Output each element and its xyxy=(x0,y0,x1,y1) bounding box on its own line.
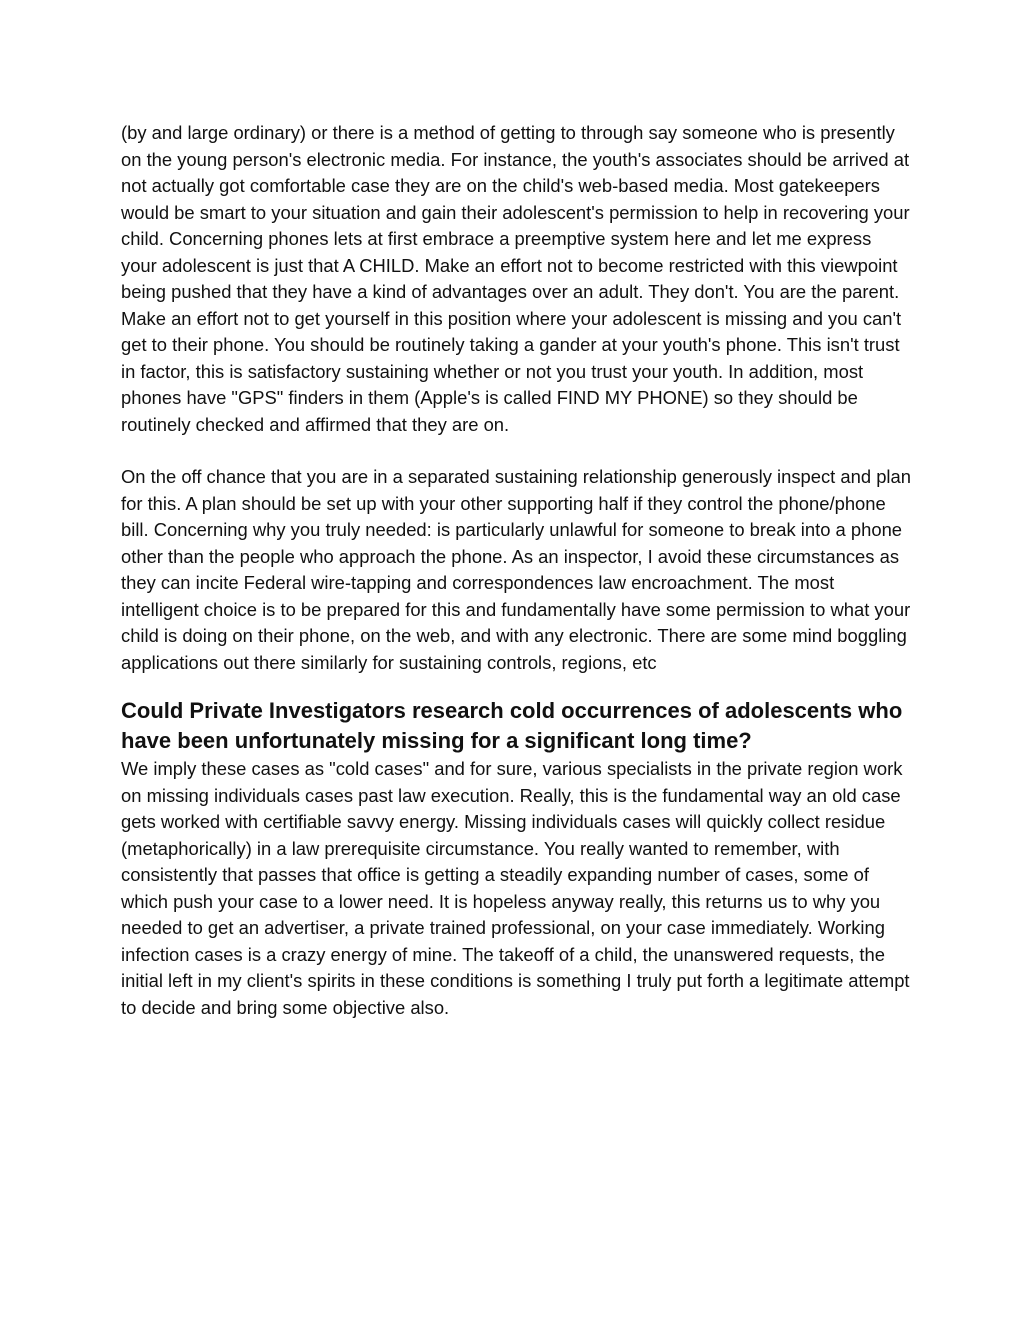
section-heading: Could Private Investigators research cold occurrences of adolescents who have been unfortunately missing for a significant long time? xyxy=(121,698,903,753)
paragraph-spacer xyxy=(121,438,911,464)
body-paragraph-2: On the off chance that you are in a separated sustaining relationship generously inspect and plan for this. A plan should be set up with your other supporting half if they control the phone/phone bill. Concerning why you truly needed: is particularly unlawful for someone to break into a phone other than the people who approach the phone. As an inspector, I avoid these circumstances as they can incite Federal wire-tapping and correspondences law encroachment. The most intelligent choice is to be prepared for this and fundamentally have some permission to what your child is doing on their phone, on the web, and with any electronic. There are some mind boggling applications out there similarly for sustaining controls, regions, etc xyxy=(121,466,911,673)
document-page xyxy=(121,120,911,1021)
heading-spacer xyxy=(121,676,911,696)
body-paragraph-1: (by and large ordinary) or there is a method of getting to through say someone who is presently on the young person's electronic media. For instance, the youth's associates should be arrived at not actually got comfortable case they are on the child's web-based media. Most gatekeepers would be smart to your situation and gain their adolescent's permission to help in recovering your child. Concerning phones lets at first embrace a preemptive system here and let me express your adolescent is just that A CHILD. Make an effort not to become restricted with this viewpoint being pushed that they have a kind of advantages over an adult. They don't. You are the parent. Make an effort not to get yourself in this position where your adolescent is missing and you can't get to their phone. You should be routinely taking a gander at your youth's phone. This isn't trust in factor, this is satisfactory sustaining whether or not you trust your youth. In addition, most phones have "GPS" finders in them (Apple's is called FIND MY PHONE) so they should be routinely checked and affirmed that they are on. xyxy=(121,122,910,435)
body-paragraph-3: We imply these cases as "cold cases" and for sure, various specialists in the private region work on missing individuals cases past law execution. Really, this is the fundamental way an old case gets worked with certifiable savvy energy. Missing individuals cases will quickly collect residue (metaphorically) in a law prerequisite circumstance. You really wanted to remember, with consistently that passes that office is getting a steadily expanding number of cases, some of which push your case to a lower need. It is hopeless anyway really, this returns us to why you needed to get an advertiser, a private trained professional, on your case immediately. Working infection cases is a crazy energy of mine. The takeoff of a child, the unanswered requests, the initial left in my client's spirits in these conditions is something I truly put forth a legitimate attempt to decide and bring some objective also. xyxy=(121,758,910,1018)
